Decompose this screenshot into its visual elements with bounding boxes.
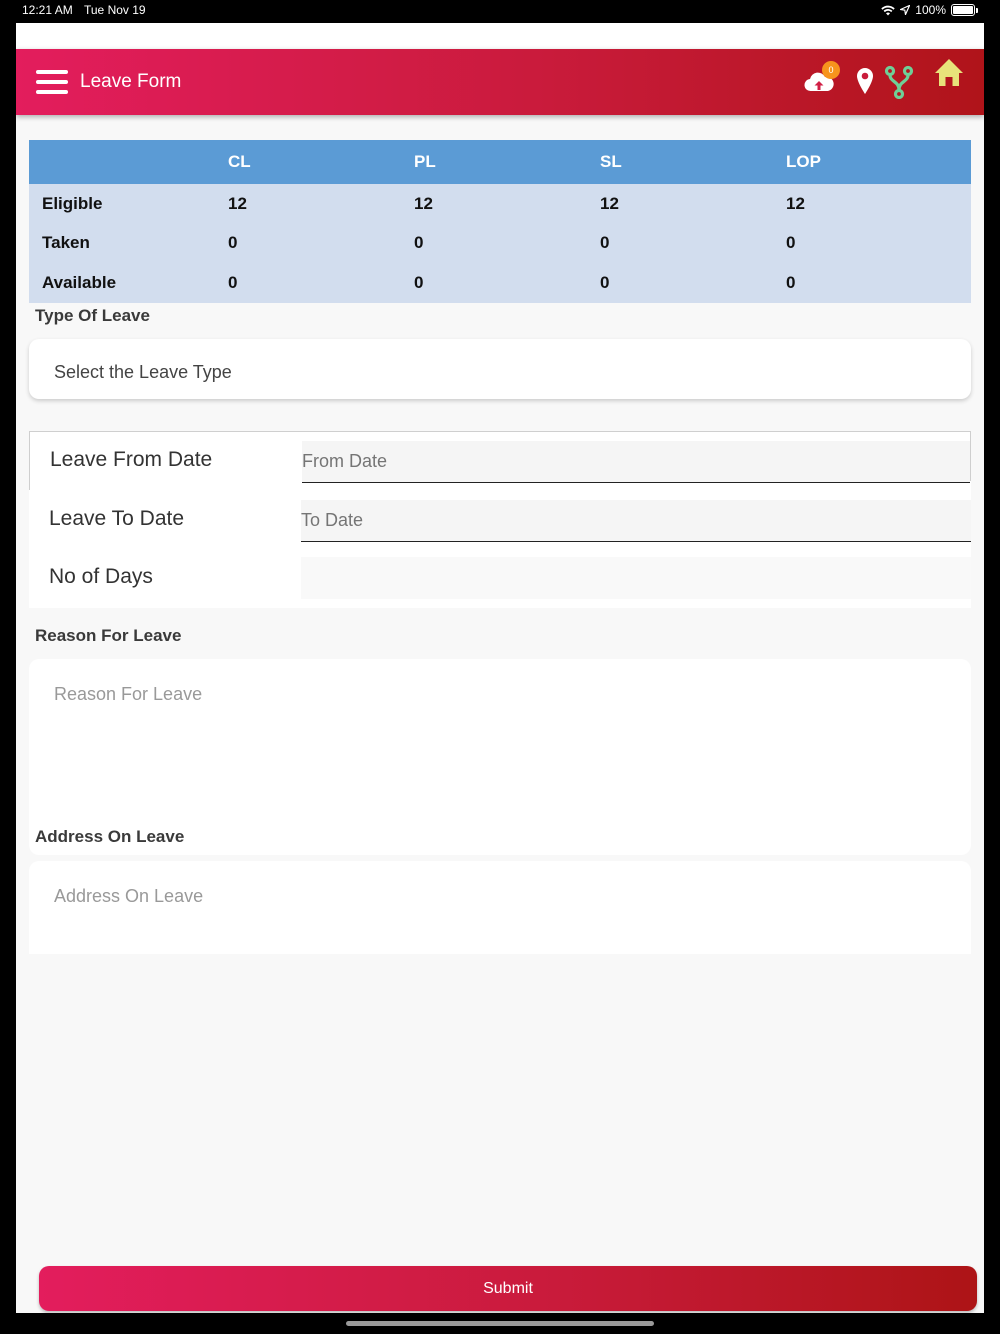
table-cell: 0 <box>600 273 610 293</box>
reason-for-leave-label: Reason For Leave <box>35 626 182 645</box>
home-icon[interactable] <box>934 57 964 87</box>
leave-balance-table <box>29 140 971 303</box>
address-textarea[interactable] <box>29 861 971 954</box>
table-cell: 0 <box>228 233 238 253</box>
location-pin-icon[interactable] <box>856 67 874 95</box>
app-window <box>16 23 984 1313</box>
no-of-days-field <box>301 557 971 599</box>
card-border-left <box>29 431 30 490</box>
table-cell: 12 <box>600 193 619 213</box>
submit-button[interactable]: Submit <box>39 1266 977 1311</box>
leave-from-date-label: Leave From Date <box>50 448 213 471</box>
column-header-lop: LOP <box>786 140 971 184</box>
battery-tip <box>976 8 978 13</box>
branch-tree-icon[interactable] <box>884 65 914 99</box>
sync-count-badge: 0 <box>822 61 840 79</box>
menu-icon[interactable] <box>36 68 68 96</box>
table-header-row <box>29 140 971 184</box>
type-of-leave-label: Type Of Leave <box>35 306 150 325</box>
card-border-right <box>970 431 971 481</box>
reason-placeholder: Reason For Leave <box>54 684 203 704</box>
card-border-top <box>29 431 971 432</box>
app-header <box>16 49 984 115</box>
status-right <box>881 3 978 17</box>
no-of-days-label: No of Days <box>49 565 153 588</box>
table-cell: 0 <box>414 273 424 293</box>
battery-percent: 100% <box>915 3 946 17</box>
column-header-sl: SL <box>600 140 786 184</box>
table-cell: 0 <box>414 233 424 253</box>
table-cell: 0 <box>600 233 610 253</box>
column-header-pl: PL <box>414 140 600 184</box>
row-label: Taken <box>42 233 90 253</box>
column-header-cl: CL <box>228 140 414 184</box>
table-cell: 0 <box>786 233 796 253</box>
column-header <box>29 140 228 184</box>
table-row-available <box>29 263 971 303</box>
table-cell: 0 <box>786 273 796 293</box>
table-cell: 12 <box>414 193 433 213</box>
row-label: Eligible <box>42 193 103 213</box>
page-title: Leave Form <box>80 71 182 92</box>
table-row-taken <box>29 224 971 264</box>
status-bar <box>0 0 1000 22</box>
reason-textarea[interactable] <box>29 659 971 855</box>
status-time: 12:21 AM <box>22 3 73 17</box>
leave-to-date-label: Leave To Date <box>49 507 185 530</box>
leave-type-select[interactable] <box>29 339 971 399</box>
wifi-icon <box>881 5 895 16</box>
address-on-leave-label: Address On Leave <box>35 827 185 846</box>
home-indicator <box>346 1321 654 1326</box>
table-cell: 12 <box>228 193 247 213</box>
leave-dates-card <box>29 431 971 608</box>
top-safe-area <box>16 23 984 49</box>
table-row-eligible <box>29 184 971 224</box>
address-placeholder: Address On Leave <box>54 886 204 906</box>
to-date-input[interactable] <box>301 500 971 542</box>
battery-icon <box>951 4 975 16</box>
table-cell: 0 <box>228 273 238 293</box>
row-label: Available <box>42 273 117 293</box>
leave-type-placeholder: Select the Leave Type <box>54 362 232 382</box>
location-arrow-icon <box>900 5 910 15</box>
cloud-upload-icon[interactable] <box>804 65 834 95</box>
from-date-input[interactable] <box>302 441 970 483</box>
status-date: Tue Nov 19 <box>84 3 146 17</box>
table-cell: 12 <box>786 193 805 213</box>
